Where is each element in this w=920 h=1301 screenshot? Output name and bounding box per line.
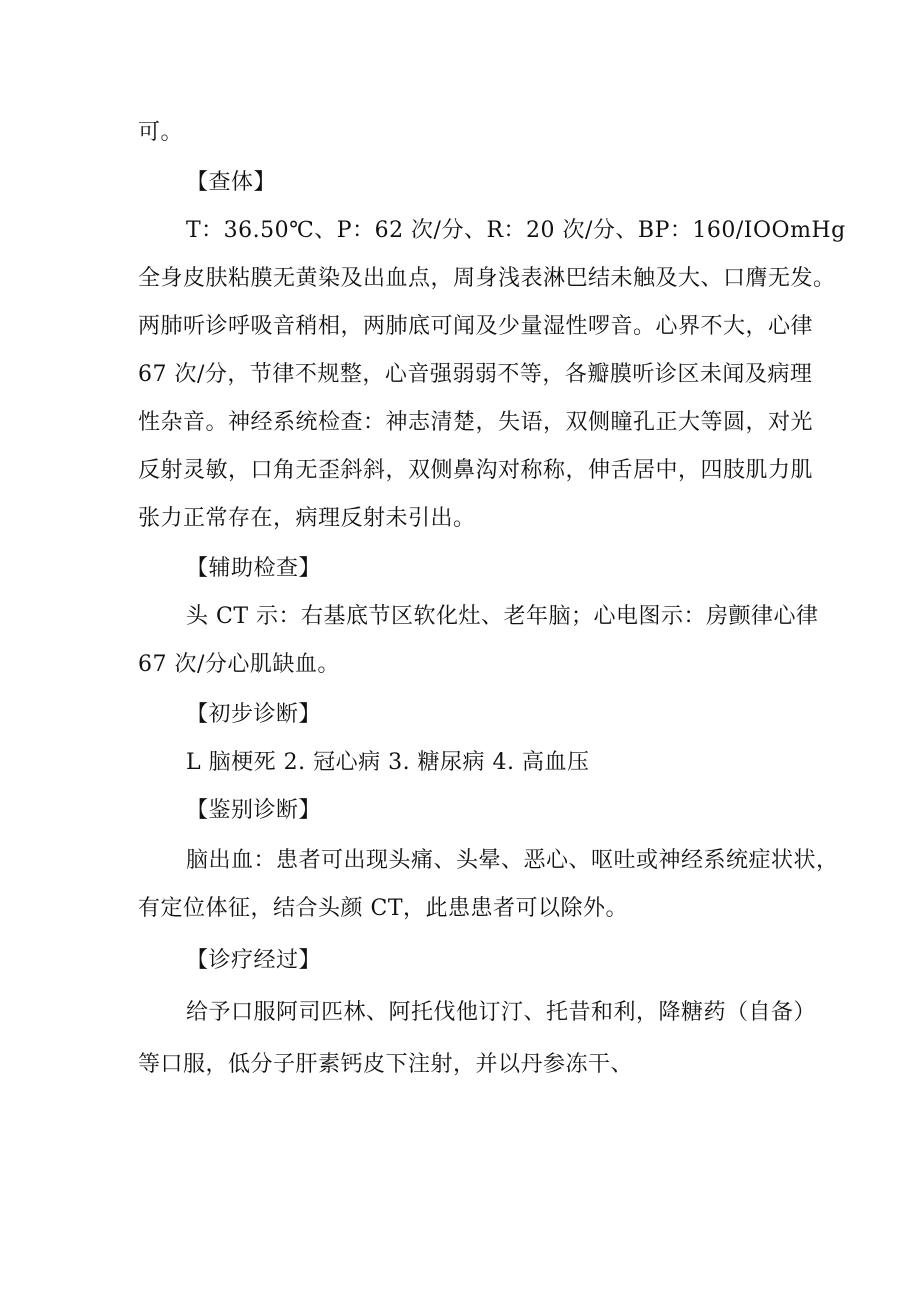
auxiliary-line: 头 CT 示：右基底节区软化灶、老年脑；心电图示：房颤律心律 [186,604,819,629]
section-heading-differential-diagnosis: 【鉴别诊断】 [186,798,322,823]
exam-line: 反射灵敏，口角无歪斜斜，双侧鼻沟对称称，伸舌居中，四肢肌力肌 [138,458,814,483]
treatment-line: 等口服，低分子肝素钙皮下注射，并以丹参冻干、 [138,1052,634,1077]
differential-line: 脑出血：患者可出现头痛、头晕、恶心、呕吐或神经系统症状状， [186,848,839,873]
section-heading-auxiliary-exam: 【辅助检查】 [186,556,322,581]
exam-line: 张力正常存在，病理反射未引出。 [138,506,476,531]
exam-line: 两肺听诊呼吸音稍相，两肺底可闻及少量湿性啰音。心界不大，心律 [138,314,814,339]
auxiliary-line: 67 次/分心肌缺血。 [138,652,340,677]
treatment-line: 给予口服阿司匹林、阿托伐他订汀、托昔和利，降糖药（自备） [186,1000,817,1025]
diagnosis-list: L 脑梗死 2. 冠心病 3. 糖尿病 4. 高血压 [186,750,590,775]
exam-line: 67 次/分，节律不规整，心音强弱弱不等，各瓣膜听诊区未闻及病理 [138,362,813,387]
section-heading-physical-exam: 【查体】 [186,170,277,195]
continuation-text: 可。 [138,120,184,145]
section-heading-preliminary-diagnosis: 【初步诊断】 [186,702,322,727]
exam-line: 性杂音。神经系统检查：神志清楚，失语，双侧瞳孔正大等圆，对光 [138,410,814,435]
section-heading-treatment-course: 【诊疗经过】 [186,948,322,973]
vital-signs-line: T：36.50℃、P：62 次/分、R：20 次/分、BP：160/IOOmHg [186,218,846,243]
exam-line: 全身皮肤粘膜无黄染及出血点，周身浅表淋巴结未触及大、口膺无发。 [138,266,836,291]
differential-line: 有定位体征，结合头颜 CT，此患患者可以除外。 [138,896,629,921]
